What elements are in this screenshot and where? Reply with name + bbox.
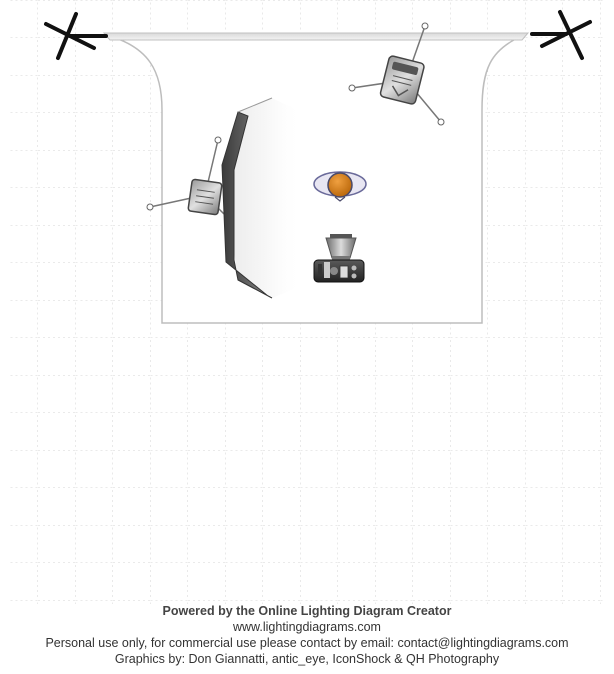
license-text: Personal use only, for commercial use please contact by email: contact@lightingdiagrams.com [45, 636, 569, 650]
powered-by-text: Powered by the Online Lighting Diagram Creator [162, 604, 452, 618]
credits-text: Graphics by: Don Giannatti, antic_eye, IconShock & QH Photography [114, 652, 500, 666]
footer [0, 603, 614, 667]
website-link[interactable]: www.lightingdiagrams.com [233, 620, 381, 634]
